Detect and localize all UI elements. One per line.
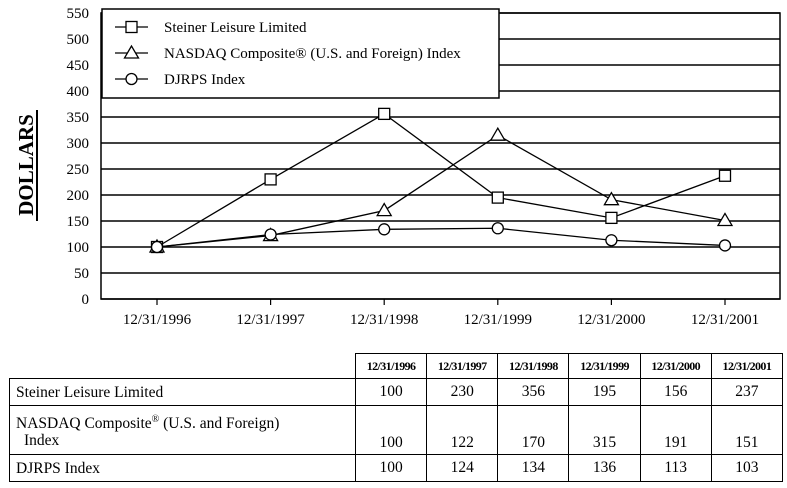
- table-cell: 151: [711, 406, 782, 455]
- y-tick-label: 400: [66, 84, 89, 100]
- table-col-header: 12/31/1998: [498, 354, 569, 379]
- table-cell: 136: [569, 455, 640, 482]
- row-label: [10, 406, 356, 455]
- table-cell: 124: [427, 455, 498, 482]
- data-point-circle: [379, 224, 390, 235]
- y-tick-label: 450: [66, 58, 89, 74]
- table-cell: 230: [427, 379, 498, 406]
- table-col-header: 12/31/1999: [569, 354, 640, 379]
- y-tick-label: 350: [66, 110, 89, 126]
- data-point-square: [265, 174, 276, 185]
- x-tick-label: 12/31/1998: [350, 312, 419, 328]
- legend-marker-circle: [126, 74, 137, 85]
- y-tick-label: 500: [66, 32, 89, 48]
- y-axis-ticks: [67, 6, 90, 308]
- table-cell: 170: [498, 406, 569, 455]
- series-line-square: [157, 114, 725, 247]
- data-point-circle: [606, 235, 617, 246]
- table-row: [10, 455, 783, 482]
- data-point-circle: [152, 242, 163, 253]
- table-cell: 156: [640, 379, 711, 406]
- x-tick-label: 12/31/2001: [690, 312, 760, 328]
- x-axis-ticks: [123, 299, 759, 328]
- table-cell: 103: [711, 455, 782, 482]
- table-cell: 100: [356, 455, 427, 482]
- y-axis-label: DOLLARS: [14, 114, 38, 216]
- x-tick-label: 12/31/1997: [236, 312, 305, 328]
- legend-marker-square: [126, 22, 137, 33]
- y-tick-label: 0: [81, 292, 89, 308]
- table-cell: 113: [640, 455, 711, 482]
- table-cell: 237: [711, 379, 782, 406]
- data-point-square: [606, 212, 617, 223]
- table-col-header: 12/31/2001: [711, 354, 782, 379]
- table-row: [10, 379, 783, 406]
- table-cell: 356: [498, 379, 569, 406]
- table-cell: 100: [356, 406, 427, 455]
- x-tick-label: 12/31/1999: [463, 312, 532, 328]
- legend-label: NASDAQ Composite® (U.S. and Foreign) Index: [164, 46, 461, 62]
- data-point-triangle: [491, 128, 505, 140]
- row-label-line1: NASDAQ Composite® (U.S. and Foreign): [16, 413, 280, 433]
- y-tick-label: 100: [66, 240, 89, 256]
- data-point-square: [379, 108, 390, 119]
- x-tick-label: 12/31/1996: [122, 312, 192, 328]
- x-tick-label: 12/31/2000: [577, 312, 646, 328]
- table-header-row: [10, 354, 783, 379]
- row-label: DJRPS Index: [10, 455, 356, 482]
- table-cell: 191: [640, 406, 711, 455]
- y-tick-label: 550: [66, 6, 89, 22]
- performance-table: [9, 353, 783, 482]
- series-line-triangle: [157, 135, 725, 247]
- data-series: [150, 108, 732, 252]
- table-cell: 195: [569, 379, 640, 406]
- row-label: Steiner Leisure Limited: [10, 379, 356, 406]
- table-col-header: 12/31/2000: [640, 354, 711, 379]
- data-point-square: [720, 170, 731, 181]
- y-tick-label: 50: [74, 266, 89, 282]
- table-col-header: 12/31/1997: [427, 354, 498, 379]
- table-corner: [10, 354, 356, 379]
- table-cell: 122: [427, 406, 498, 455]
- table-col-header: 12/31/1996: [356, 354, 427, 379]
- data-point-circle: [720, 240, 731, 251]
- y-tick-label: 150: [66, 214, 89, 230]
- table-cell: 134: [498, 455, 569, 482]
- data-point-square: [492, 192, 503, 203]
- data-point-circle: [492, 223, 503, 234]
- table-cell: 100: [356, 379, 427, 406]
- legend-label: Steiner Leisure Limited: [164, 20, 307, 36]
- table-cell: 315: [569, 406, 640, 455]
- data-point-triangle: [377, 204, 391, 216]
- data-point-circle: [265, 229, 276, 240]
- legend: [102, 9, 499, 98]
- series-line-circle: [157, 228, 725, 247]
- row-label-line2: Index: [24, 432, 60, 450]
- y-tick-label: 300: [66, 136, 89, 152]
- table-row: [10, 406, 783, 455]
- y-tick-label: 250: [66, 162, 89, 178]
- legend-label: DJRPS Index: [164, 72, 246, 88]
- y-tick-label: 200: [66, 188, 89, 204]
